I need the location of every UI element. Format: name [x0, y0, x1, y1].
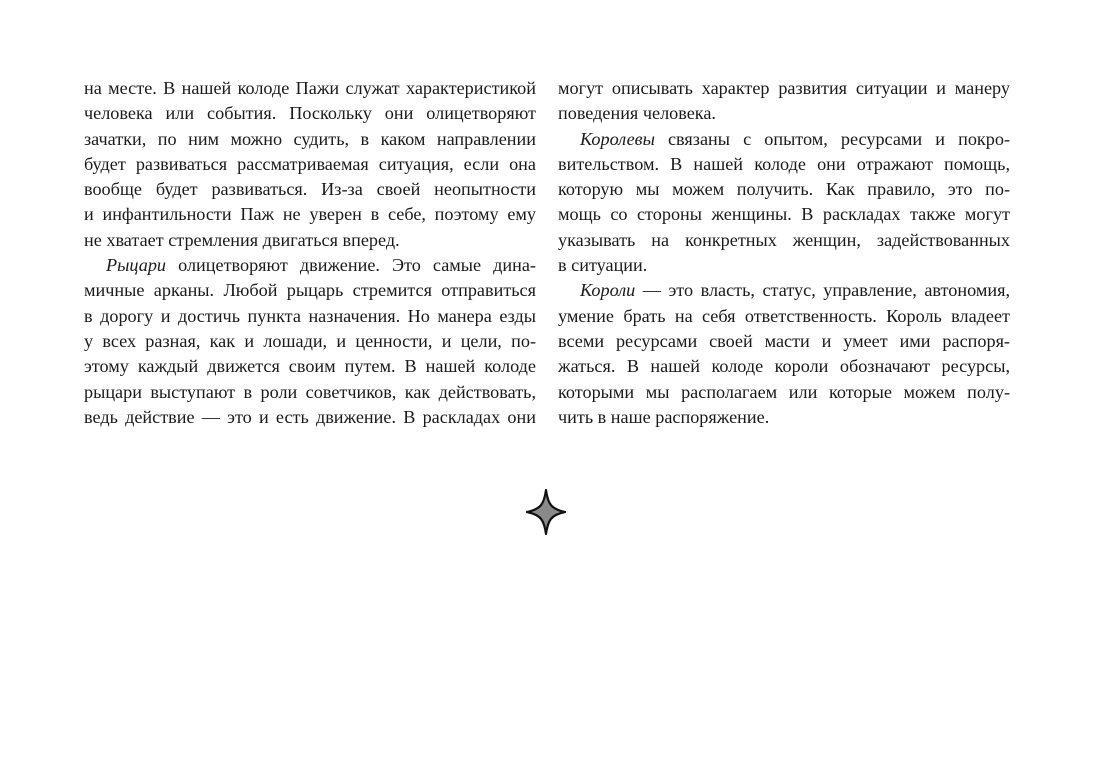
- text-fragment: — это власть, статус, управление, автономия,: [635, 280, 1010, 301]
- text-line: мощь со стороны женщины. В раскладах также могут: [558, 204, 1010, 225]
- text-line: человека или события. Поскольку они олицетворяют: [84, 103, 536, 124]
- text-line: могут описывать характер развития ситуации и манеру: [558, 78, 1010, 98]
- text-line: у всех разная, как и лошади, и ценности, и цели, по-: [84, 330, 536, 351]
- text-line: которыми мы располагаем или которые можем полу-: [558, 381, 1010, 402]
- text-line: указывать на конкретных женщин, задействованных: [558, 229, 1010, 250]
- text-fragment: олицетворяют движение. Это самые дина-: [166, 255, 536, 276]
- text-line: этому каждый движется своим путем. В нашей колоде: [84, 356, 536, 377]
- text-line: всеми ресурсами своей масти и умеет ими распоря-: [558, 330, 1010, 351]
- kings-paragraph-start: [558, 278, 1010, 303]
- text-line: зачатки, по ним можно судить, в каком направлении: [84, 128, 536, 149]
- knights-paragraph-start: [84, 253, 536, 278]
- text-fragment: связаны с опытом, ресурсами и покро-: [654, 128, 1010, 149]
- text-line: рыцари выступают в роли советчиков, как действовать,: [84, 381, 536, 402]
- text-line: вительством. В нашей колоде они отражают помощь,: [558, 153, 1010, 174]
- text-line: в дорогу и достичь пункта назначения. Но манера езды: [84, 305, 536, 326]
- text-line: не хватает стремления двигаться вперед.: [84, 229, 400, 250]
- kings-term: Короли: [580, 280, 636, 301]
- text-line: в ситуации.: [558, 255, 648, 276]
- text-line: будет развиваться рассматриваемая ситуация, если она: [84, 153, 536, 174]
- queens-paragraph-start: [558, 127, 1010, 152]
- left-column: [84, 76, 536, 430]
- text-line: поведения человека.: [558, 103, 716, 124]
- text-line: ведь действие — это и есть движение. В раскладах они: [84, 406, 536, 427]
- knights-term: Рыцари: [106, 255, 167, 276]
- text-line: которую мы можем получить. Как правило, это по-: [558, 179, 1010, 200]
- right-column: [558, 76, 1010, 430]
- text-line: вообще будет развиваться. Из-за своей неопытности: [84, 179, 536, 200]
- text-line: чить в наше распоряжение.: [558, 406, 770, 427]
- queens-term: Королевы: [580, 128, 655, 149]
- text-line: мичные арканы. Любой рыцарь стремится отправиться: [84, 280, 536, 301]
- text-line: на месте. В нашей колоде Пажи служат характеристикой: [84, 78, 536, 98]
- text-line: и инфантильности Паж не уверен в себе, поэтому ему: [84, 204, 536, 225]
- text-line: умение брать на себя ответственность. Король владеет: [558, 305, 1010, 326]
- text-line: жаться. В нашей колоде короли обозначают ресурсы,: [558, 356, 1010, 377]
- four-point-star-icon: [526, 489, 566, 535]
